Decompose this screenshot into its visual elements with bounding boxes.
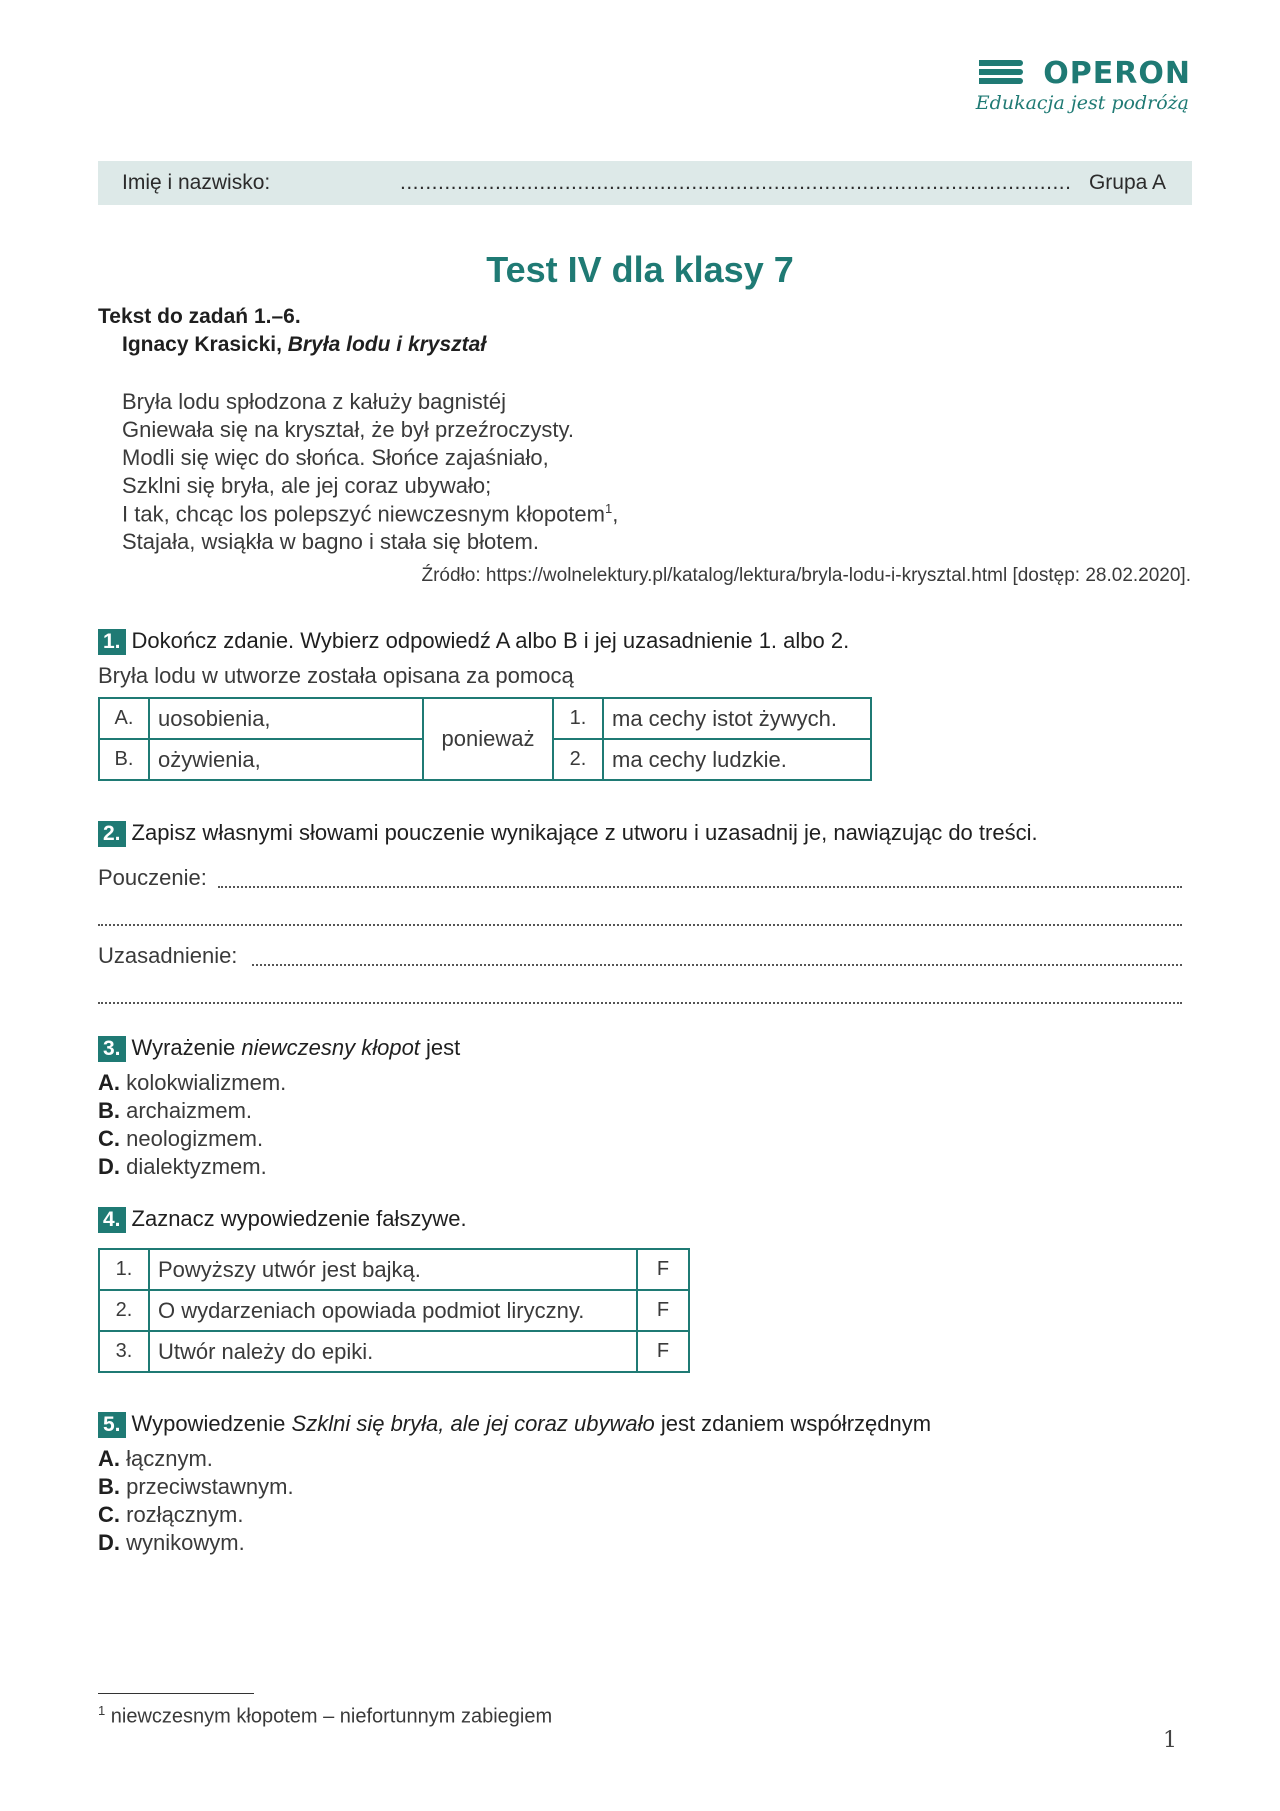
task-number: 4. [98, 1207, 126, 1233]
lesson-answer-line[interactable] [98, 924, 1182, 926]
task-number: 2. [98, 821, 126, 847]
poem-title: Bryła lodu i kryształ [287, 333, 487, 356]
table-row [99, 1331, 689, 1372]
task-3-option-c[interactable]: C. neologizmem. [98, 1126, 264, 1151]
poem-line: I tak, chcąc los polepszyć niewczesnym kłopotem$^1$, [122, 501, 619, 527]
false-mark[interactable]: F [637, 1290, 689, 1331]
connector: ponieważ [423, 698, 553, 780]
lesson-label: Pouczenie: [98, 865, 207, 890]
justification-answer-line[interactable] [98, 1002, 1182, 1004]
justification-answer-line[interactable] [252, 964, 1182, 966]
row-key: 3. [99, 1331, 149, 1372]
name-bar [98, 161, 1192, 205]
reason-1[interactable]: ma cechy istot żywych. [603, 698, 871, 739]
task-5-option-c[interactable]: C. rozłącznym. [98, 1502, 244, 1527]
text-heading: Tekst do zadań 1.–6. [98, 305, 301, 328]
row-key: 1. [99, 1249, 149, 1290]
page-number: 1 [1163, 1728, 1177, 1753]
logo-tagline: Edukacja jest podróżą [975, 92, 1189, 114]
footnote-divider [98, 1693, 254, 1694]
option-key: B. [99, 739, 149, 780]
poem-line: Szklni się bryła, ale jej coraz ubywało; [122, 473, 492, 498]
source-citation: Źródło: https://wolnelektury.pl/katalog/lektura/bryla-lodu-i-krysztal.html [dostęp: 28.02.2020]. [421, 565, 1191, 586]
operon-logo [975, 56, 1191, 120]
page-title: Test IV dla klasy 7 [486, 249, 794, 290]
option-a[interactable]: uosobienia, [149, 698, 423, 739]
logo-word: OPERON [1043, 56, 1191, 91]
group-label: Grupa A [1088, 171, 1166, 194]
task-2-heading: 2. Zapisz własnymi słowami pouczenie wynikające z utworu i uzasadnij je, nawiązując do treści. [98, 820, 1038, 847]
task-number: 5. [98, 1412, 126, 1438]
task-3-option-b[interactable]: B. archaizmem. [98, 1098, 253, 1123]
justification-label: Uzasadnienie: [98, 943, 238, 968]
task-4-table [98, 1248, 690, 1373]
task-number: 3. [98, 1036, 126, 1062]
task-1-heading: 1. Dokończ zdanie. Wybierz odpowiedź A albo B i jej uzasadnienie 1. albo 2. [98, 628, 849, 655]
task-3-option-d[interactable]: D. dialektyzmem. [98, 1154, 267, 1179]
statement: Powyższy utwór jest bajką. [149, 1249, 637, 1290]
row-key: 2. [99, 1290, 149, 1331]
poem-line: Stajała, wsiąkła w bagno i stała się błotem. [122, 529, 539, 554]
poem-line: Gniewała się na kryształ, że był przeźroczysty. [122, 417, 574, 442]
task-5-heading: 5. Wypowiedzenie Szklni się bryła, ale jej coraz ubywało jest zdaniem współrzędnym [98, 1411, 931, 1438]
reason-key: 1. [553, 698, 603, 739]
lesson-answer-line[interactable] [218, 886, 1182, 888]
reason-key: 2. [553, 739, 603, 780]
poem-author: Ignacy Krasicki, [122, 333, 282, 356]
name-label: Imię i nazwisko: [122, 171, 271, 194]
task-3-option-a[interactable]: A. kolokwializmem. [98, 1070, 287, 1095]
table-row [99, 1290, 689, 1331]
false-mark[interactable]: F [637, 1331, 689, 1372]
task-1-stem: Bryła lodu w utworze została opisana za pomocą [98, 663, 574, 688]
poem-line: Modli się więc do słońca. Słońce zajaśniało, [122, 445, 549, 470]
task-1-table [98, 697, 872, 781]
footnote-ref: 1 [604, 501, 613, 516]
option-key: A. [99, 698, 149, 739]
footnote: $^1$ niewczesnym kłopotem – niefortunnym zabiegiem [98, 1703, 553, 1728]
statement: O wydarzeniach opowiada podmiot liryczny. [149, 1290, 637, 1331]
task-number: 1. [98, 629, 126, 655]
reason-2[interactable]: ma cechy ludzkie. [603, 739, 871, 780]
poem-author-title [122, 333, 486, 357]
name-field[interactable]: .......................................................................................................... [400, 171, 1072, 194]
table-row [99, 1249, 689, 1290]
task-5-option-a[interactable]: A. łącznym. [98, 1446, 213, 1471]
false-mark[interactable]: F [637, 1249, 689, 1290]
task-3-heading: 3. Wyrażenie niewczesny kłopot jest [98, 1035, 460, 1062]
task-4-heading: 4. Zaznacz wypowiedzenie fałszywe. [98, 1206, 467, 1233]
task-5-option-b[interactable]: B. przeciwstawnym. [98, 1474, 294, 1499]
option-b[interactable]: ożywienia, [149, 739, 423, 780]
statement: Utwór należy do epiki. [149, 1331, 637, 1372]
task-5-option-d[interactable]: D. wynikowym. [98, 1530, 245, 1555]
poem-line: Bryła lodu spłodzona z kałuży bagnistéj [122, 389, 507, 414]
